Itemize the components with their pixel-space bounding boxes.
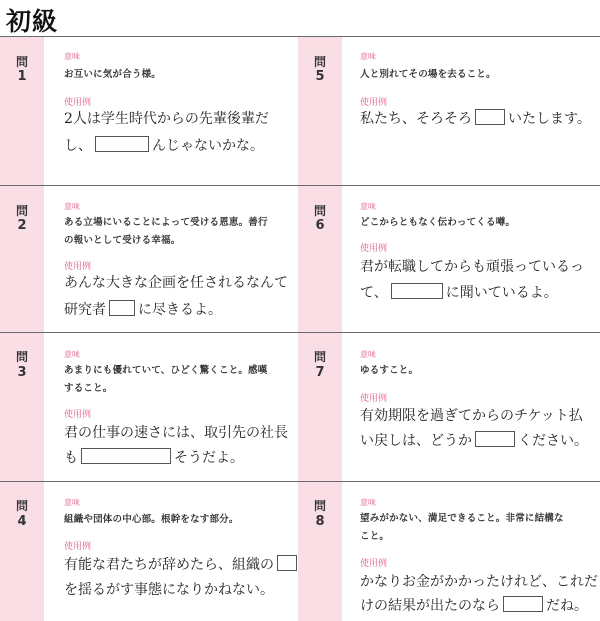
example-line: けの結果が出たのなら だね。 — [360, 598, 588, 614]
question-number: 3 — [17, 365, 27, 380]
question-label: 問 — [15, 499, 28, 513]
example-line: 2人は学生時代からの先輩後輩だ — [64, 111, 269, 127]
usage-label: 使用例 — [64, 262, 92, 272]
example-line: を揺るがす事態になりかねない。 — [64, 582, 274, 598]
usage-label: 使用例 — [64, 542, 92, 552]
question-label: 問 — [15, 350, 28, 364]
meaning-text: お互いに気が合う様。 — [64, 69, 162, 80]
meaning-label: 意味 — [360, 498, 376, 507]
example-line: かなりお金がかかったけれど、これだ — [360, 574, 598, 590]
divider — [0, 332, 600, 333]
meaning-text: 望みがかない、満足できること。非常に結構な こと。 — [360, 513, 564, 542]
question-number: 4 — [17, 514, 27, 529]
answer-blank[interactable] — [109, 300, 135, 316]
question-number: 8 — [315, 514, 325, 529]
question-number: 1 — [17, 69, 27, 84]
answer-blank[interactable] — [277, 555, 297, 571]
meaning-text: あまりにも優れていて、ひどく驚くこと。感嘆 すること。 — [64, 365, 268, 394]
example-line: 私たち、そろそろ いたします。 — [360, 111, 591, 127]
usage-label: 使用例 — [360, 394, 388, 404]
question-label: 問 — [313, 204, 326, 218]
question-label: 問 — [15, 55, 28, 69]
left-column-band — [0, 36, 44, 621]
question-label: 問 — [15, 204, 28, 218]
answer-blank[interactable] — [95, 136, 149, 152]
question-number: 6 — [315, 218, 325, 233]
answer-blank[interactable] — [503, 596, 543, 612]
meaning-label: 意味 — [360, 202, 376, 211]
example-line: 君が転職してからも頑張っているっ — [360, 259, 584, 275]
question-number: 5 — [315, 69, 325, 84]
example-line: 君の仕事の速さには、取引先の社長 — [64, 425, 288, 441]
question-label: 問 — [313, 55, 326, 69]
meaning-text: 組織や団体の中心部。根幹をなす部分。 — [64, 514, 239, 525]
question-label: 問 — [313, 350, 326, 364]
page-title: 初級 — [6, 7, 59, 36]
example-line: い戻しは、どうか ください。 — [360, 433, 588, 449]
usage-label: 使用例 — [64, 98, 92, 108]
meaning-text: ゆるすこと。 — [360, 365, 419, 376]
meaning-label: 意味 — [64, 350, 80, 359]
meaning-label: 意味 — [360, 350, 376, 359]
question-label: 問 — [313, 499, 326, 513]
example-line: も そうだよ。 — [64, 450, 244, 466]
meaning-text: どこからともなく伝わってくる噂。 — [360, 217, 516, 228]
usage-label: 使用例 — [360, 98, 388, 108]
divider — [0, 185, 600, 186]
meaning-label: 意味 — [64, 202, 80, 211]
usage-label: 使用例 — [360, 244, 388, 254]
question-number: 2 — [17, 218, 27, 233]
example-line: 研究者 に尽きるよ。 — [64, 302, 222, 318]
answer-blank[interactable] — [391, 283, 443, 299]
meaning-label: 意味 — [64, 52, 80, 61]
right-column-band — [298, 36, 342, 621]
usage-label: 使用例 — [360, 559, 388, 569]
example-line: 有能な君たちが辞めたら、組織の — [64, 552, 300, 579]
meaning-label: 意味 — [360, 52, 376, 61]
example-line: あんな大きな企画を任されるなんて — [64, 275, 288, 291]
answer-blank[interactable] — [475, 431, 515, 447]
meaning-label: 意味 — [64, 498, 80, 507]
question-number: 7 — [315, 365, 325, 380]
example-line: 有効期限を過ぎてからのチケット払 — [360, 408, 583, 424]
answer-blank[interactable] — [81, 448, 171, 464]
meaning-text: 人と別れてその場を去ること。 — [360, 69, 496, 80]
usage-label: 使用例 — [64, 410, 92, 420]
answer-blank[interactable] — [475, 109, 505, 125]
meaning-text: ある立場にいることによって受ける恩恵。善行 の報いとして受ける幸福。 — [64, 217, 268, 246]
example-line: し、 んじゃないかな。 — [64, 138, 264, 154]
divider — [0, 36, 600, 37]
example-line: て、 に聞いているよ。 — [360, 285, 558, 301]
divider — [0, 481, 600, 482]
